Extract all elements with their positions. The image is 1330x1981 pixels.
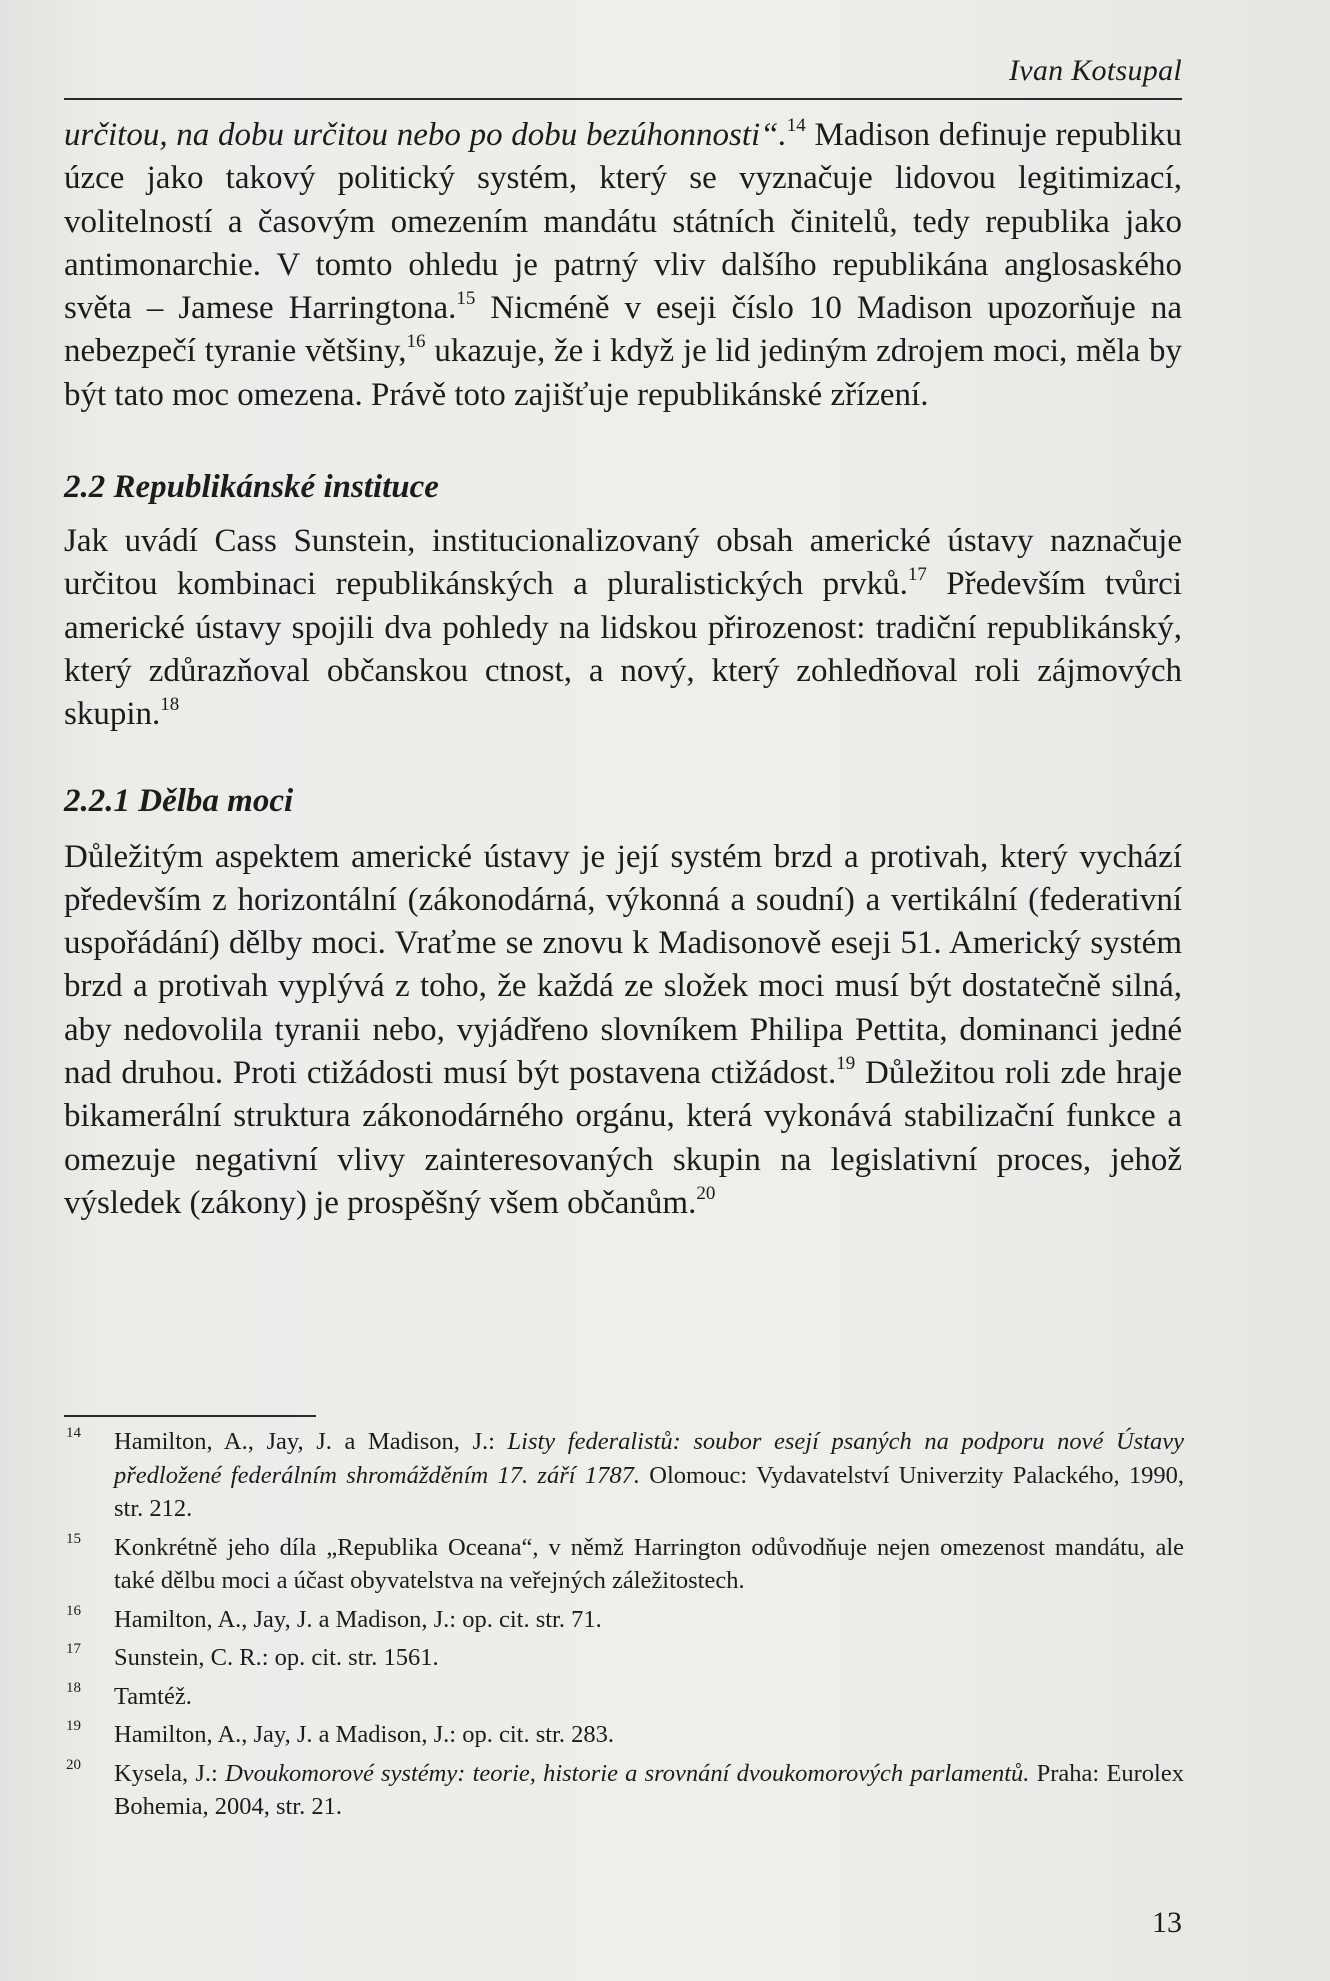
body-text bbox=[64, 114, 1182, 1225]
footnote-17: 17 Sunstein, C. R.: op. cit. str. 1561. bbox=[66, 1641, 439, 1671]
footnote-number: 20 bbox=[66, 1756, 81, 1773]
footnote-divider bbox=[64, 1415, 316, 1417]
footnote-number: 19 bbox=[66, 1718, 81, 1734]
footnote-19: 19 Hamilton, A., Jay, J. a Madison, J.: op. cit. str. 283. bbox=[66, 1718, 614, 1748]
footnote-number: 15 bbox=[66, 1530, 81, 1547]
quote-end: určitou, na dobu určitou nebo po dobu bezúhonnosti“. bbox=[64, 117, 787, 153]
footnote-14: 14 Hamilton, A., Jay, J. a Madison, J.: Listy federalistů: soubor esejí psaných na podporu nové Ústavy předložené federálním shromážděním 17. září 1787. Olomouc: Vydavatelství Univerzity Palackého, 1990, str. 212. bbox=[66, 1425, 1184, 1522]
page-number: 13 bbox=[1152, 1906, 1182, 1939]
paragraph-1: určitou, na dobu určitou nebo po dobu bezúhonnosti“.$^{14}$ Madison definuje republiku úzce jako takový politický systém, který se vyznačuje lidovou legitimizací, volitelností a časovým omezením mandátu státních činitelů, tedy republika jako antimonarchie. V tomto ohledu je patrný vliv dalšího republikána anglosaského světa – Jamese Harringtona.$^{15}$ Nicméně v eseji číslo 10 Madison upozorňuje na nebezpečí tyranie většiny,$^{16}$ ukazuje, že i když je lid jediným zdrojem moci, měla by být tato moc omezena. Právě toto zajišťuje republikánské zřízení. bbox=[64, 115, 1182, 413]
footnote-number: 18 bbox=[66, 1679, 81, 1696]
footnote-number: 17 bbox=[66, 1641, 81, 1657]
paragraph-3: Důležitým aspektem americké ústavy je její systém brzd a protivah, který vychází především z horizontální (zákonodárná, výkonná a soudní) a vertikální (federativní uspořádání) dělby moci. Vraťme se znovu k Madisonově eseji 51. Americký systém brzd a protivah vyplývá z toho, že každá ze složek moci musí být dostatečně silná, aby nedovolila tyranii nebo, vyjádřeno slovníkem Philipa Pettita, dominanci jedné nad druhou. Proti ctižádosti musí být postavena ctižádost.$^{19}$ Důležitou roli zde hraje bikamerální struktura zákonodárného orgánu, která vykonává stabilizační funkce a omezuje negativní vlivy zainteresovaných skupin na legislativní proces, jehož výsledek (zákony) je prospěšný všem občanům.$^{20}$ bbox=[64, 838, 1182, 1221]
running-head: Ivan Kotsupal bbox=[1008, 54, 1182, 87]
page-header bbox=[64, 52, 1182, 100]
footnote-ref-17: 17 bbox=[907, 564, 927, 586]
footnote-ref-20: 20 bbox=[696, 1182, 716, 1204]
footnote-ref-19: 19 bbox=[836, 1053, 856, 1075]
footnote-18: 18 Tamtéž. bbox=[66, 1679, 192, 1710]
paragraph-2: Jak uvádí Cass Sunstein, institucionalizovaný obsah americké ústavy naznačuje určitou kombinaci republikánských a pluralistických prvků.$^{17}$ Především tvůrci americké ústavy spojili dva pohledy na lidskou přirozenost: tradiční republikánský, který zdůrazňoval občanskou ctnost, a nový, který zohledňoval roli zájmových skupin.$^{18}$ bbox=[64, 523, 1182, 733]
footnote-20: 20 Kysela, J.: Dvoukomorové systémy: teorie, historie a srovnání dvoukomorových parlamentů. Praha: Eurolex Bohemia, 2004, str. 21. bbox=[66, 1756, 1184, 1820]
footnote-16: 16 Hamilton, A., Jay, J. a Madison, J.: op. cit. str. 71. bbox=[66, 1602, 602, 1633]
footnote-ref-14: 14 bbox=[786, 115, 806, 136]
footnote-number: 16 bbox=[66, 1602, 81, 1619]
footnote-ref-15: 15 bbox=[456, 288, 476, 310]
footnote-number: 14 bbox=[66, 1425, 81, 1441]
footnote-ref-16: 16 bbox=[406, 331, 426, 353]
section-heading-2-2: 2.2 Republikánské instituce bbox=[64, 469, 439, 506]
footnote-ref-18: 18 bbox=[160, 694, 180, 716]
footnote-15: 15 Konkrétně jeho díla „Republika Oceana“, v němž Harrington odůvodňuje nejen omezenost mandátu, ale také dělbu moci a účast obyvatelstva na veřejných záležitostech. bbox=[66, 1530, 1184, 1594]
section-heading-2-2-1: 2.2.1 Dělba moci bbox=[64, 782, 294, 819]
footnotes bbox=[64, 1425, 1184, 1829]
